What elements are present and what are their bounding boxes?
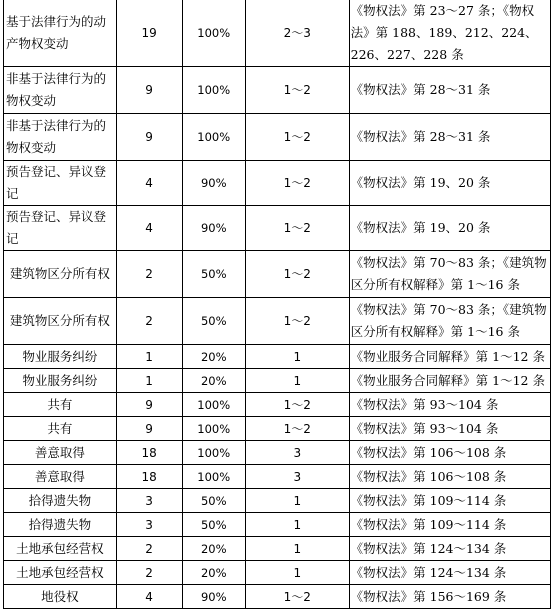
count-cell: 1 [116, 369, 182, 393]
table-row [4, 345, 551, 369]
count-cell: 1 [116, 345, 182, 369]
topic-cell: 基于法律行为的动产物权变动 [4, 0, 117, 67]
stars-cell: 1 [245, 489, 349, 513]
count-cell: 4 [116, 585, 182, 609]
law-reference-cell: 《物权法》第 70～83 条；《建筑物区分所有权解释》第 1～16 条 [349, 251, 550, 298]
rate-cell: 100% [182, 67, 245, 114]
law-reference-cell: 《物权法》第 70～83 条；《建筑物区分所有权解释》第 1～16 条 [349, 298, 550, 345]
table-row [4, 417, 551, 441]
topic-cell: 拾得遗失物 [4, 513, 117, 537]
rate-cell: 20% [182, 537, 245, 561]
count-cell: 9 [116, 67, 182, 114]
stars-cell: 1～2 [245, 251, 349, 298]
rate-cell: 90% [182, 161, 245, 206]
rate-cell: 100% [182, 393, 245, 417]
law-reference-cell: 《物权法》第 124～134 条 [349, 561, 550, 585]
table-row [4, 585, 551, 609]
table-row [4, 441, 551, 465]
count-cell: 2 [116, 298, 182, 345]
count-cell: 2 [116, 537, 182, 561]
stars-cell: 1～2 [245, 393, 349, 417]
topic-cell: 预告登记、异议登记 [4, 206, 117, 251]
law-reference-cell: 《物权法》第 28～31 条 [349, 114, 550, 161]
topic-cell: 地役权 [4, 585, 117, 609]
table-row [4, 537, 551, 561]
table-row [4, 161, 551, 206]
law-reference-cell: 《物业服务合同解释》第 1～12 条 [349, 369, 550, 393]
topic-cell: 物业服务纠纷 [4, 345, 117, 369]
table-row [4, 513, 551, 537]
rate-cell: 50% [182, 298, 245, 345]
law-reference-cell: 《物权法》第 109～114 条 [349, 489, 550, 513]
count-cell: 3 [116, 513, 182, 537]
table-row [4, 298, 551, 345]
law-reference-cell: 《物权法》第 156～169 条 [349, 585, 550, 609]
law-reference-cell: 《物权法》第 106～108 条 [349, 465, 550, 489]
stars-cell: 3 [245, 465, 349, 489]
law-reference-cell: 《物权法》第 124～134 条 [349, 537, 550, 561]
topic-cell: 土地承包经营权 [4, 537, 117, 561]
rate-cell: 20% [182, 561, 245, 585]
count-cell: 2 [116, 251, 182, 298]
count-cell: 9 [116, 393, 182, 417]
rate-cell: 100% [182, 417, 245, 441]
stars-cell: 1～2 [245, 161, 349, 206]
law-reference-cell: 《物权法》第 28～31 条 [349, 67, 550, 114]
rate-cell: 90% [182, 585, 245, 609]
law-reference-cell: 《物权法》第 23～27 条；《物权法》第 188、189、212、224、226、227、228 条 [349, 0, 550, 67]
law-topics-table [3, 0, 551, 609]
rate-cell: 90% [182, 206, 245, 251]
rate-cell: 100% [182, 441, 245, 465]
stars-cell: 1～2 [245, 114, 349, 161]
law-reference-cell: 《物权法》第 106～108 条 [349, 441, 550, 465]
rate-cell: 100% [182, 465, 245, 489]
law-reference-cell: 《物权法》第 19、20 条 [349, 206, 550, 251]
topic-cell: 拾得遗失物 [4, 489, 117, 513]
stars-cell: 1 [245, 369, 349, 393]
law-reference-cell: 《物权法》第 93～104 条 [349, 417, 550, 441]
topic-cell: 非基于法律行为的物权变动 [4, 67, 117, 114]
count-cell: 3 [116, 489, 182, 513]
law-reference-cell: 《物权法》第 19、20 条 [349, 161, 550, 206]
count-cell: 4 [116, 206, 182, 251]
topic-cell: 共有 [4, 417, 117, 441]
rate-cell: 100% [182, 114, 245, 161]
table-row [4, 251, 551, 298]
count-cell: 18 [116, 465, 182, 489]
stars-cell: 1 [245, 345, 349, 369]
stars-cell: 1～2 [245, 417, 349, 441]
count-cell: 4 [116, 161, 182, 206]
topic-cell: 善意取得 [4, 465, 117, 489]
law-reference-cell: 《物权法》第 109～114 条 [349, 513, 550, 537]
count-cell: 9 [116, 114, 182, 161]
count-cell: 18 [116, 441, 182, 465]
rate-cell: 20% [182, 345, 245, 369]
rate-cell: 50% [182, 489, 245, 513]
stars-cell: 2～3 [245, 0, 349, 67]
table-body [4, 0, 551, 609]
count-cell: 19 [116, 0, 182, 67]
topic-cell: 善意取得 [4, 441, 117, 465]
table-row [4, 369, 551, 393]
rate-cell: 20% [182, 369, 245, 393]
table-row [4, 67, 551, 114]
topic-cell: 建筑物区分所有权 [4, 298, 117, 345]
rate-cell: 50% [182, 513, 245, 537]
stars-cell: 1～2 [245, 67, 349, 114]
table-row [4, 0, 551, 67]
count-cell: 2 [116, 561, 182, 585]
topic-cell: 物业服务纠纷 [4, 369, 117, 393]
stars-cell: 1～2 [245, 298, 349, 345]
stars-cell: 1～2 [245, 206, 349, 251]
law-reference-cell: 《物权法》第 93～104 条 [349, 393, 550, 417]
law-reference-cell: 《物业服务合同解释》第 1～12 条 [349, 345, 550, 369]
count-cell: 9 [116, 417, 182, 441]
topic-cell: 预告登记、异议登记 [4, 161, 117, 206]
stars-cell: 1 [245, 513, 349, 537]
topic-cell: 共有 [4, 393, 117, 417]
table-row [4, 465, 551, 489]
stars-cell: 3 [245, 441, 349, 465]
table-row [4, 489, 551, 513]
table-row [4, 561, 551, 585]
table-row [4, 206, 551, 251]
stars-cell: 1 [245, 537, 349, 561]
rate-cell: 50% [182, 251, 245, 298]
rate-cell: 100% [182, 0, 245, 67]
table-row [4, 393, 551, 417]
stars-cell: 1 [245, 561, 349, 585]
topic-cell: 土地承包经营权 [4, 561, 117, 585]
table-row [4, 114, 551, 161]
stars-cell: 1～2 [245, 585, 349, 609]
topic-cell: 建筑物区分所有权 [4, 251, 117, 298]
topic-cell: 非基于法律行为的物权变动 [4, 114, 117, 161]
